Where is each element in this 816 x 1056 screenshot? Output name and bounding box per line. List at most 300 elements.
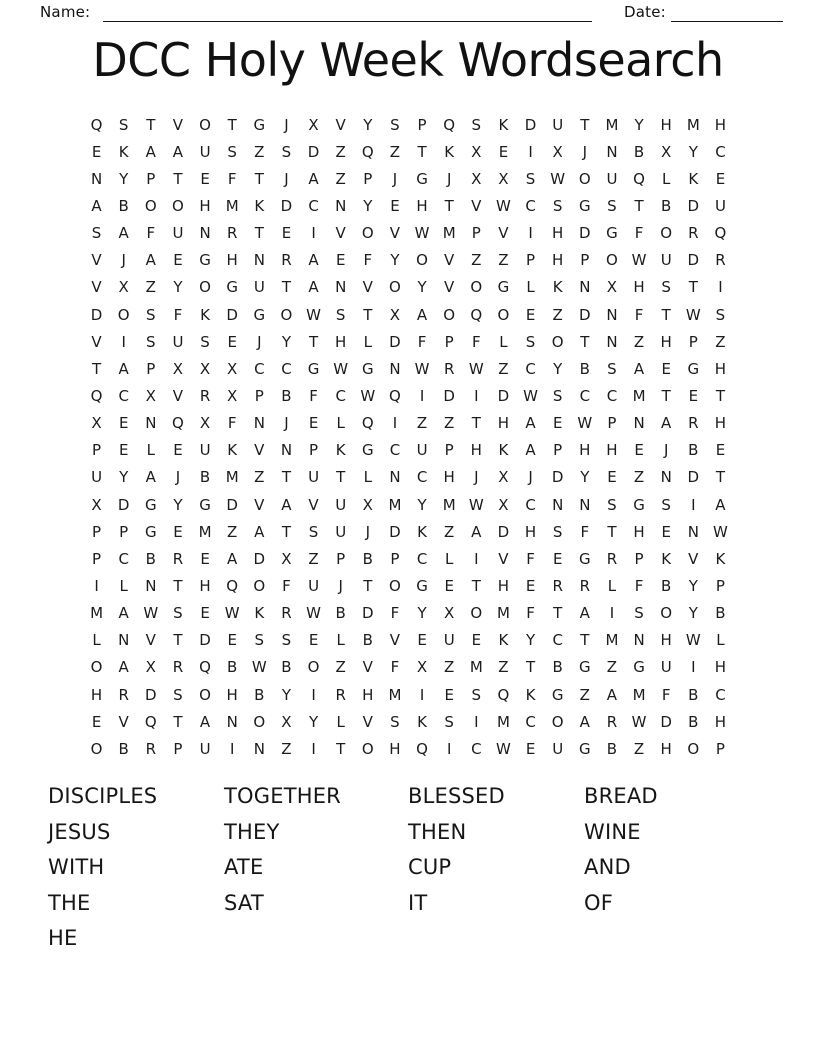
grid-letter: O <box>307 658 320 677</box>
grid-letter: E <box>715 169 726 188</box>
grid-letter: F <box>634 305 644 324</box>
grid-letter: B <box>281 658 292 677</box>
grid-letter: B <box>715 604 726 623</box>
grid-letter: X <box>281 712 292 731</box>
grid-letter: I <box>311 739 316 758</box>
word-item: WINE <box>584 819 641 844</box>
grid-letter: H <box>90 685 103 704</box>
grid-letter: A <box>308 169 319 188</box>
grid-letter: C <box>335 386 346 405</box>
grid-letter: V <box>118 712 129 731</box>
grid-letter: P <box>688 332 698 351</box>
grid-letter: H <box>579 441 591 460</box>
word-item: SAT <box>224 890 264 915</box>
grid-letter: P <box>336 549 346 568</box>
grid-letter: X <box>552 142 563 161</box>
grid-letter: R <box>715 251 726 270</box>
grid-letter: P <box>363 169 373 188</box>
grid-letter: A <box>308 251 319 270</box>
grid-letter: S <box>173 685 183 704</box>
grid-letter: N <box>118 631 130 650</box>
grid-letter: G <box>633 658 645 677</box>
grid-letter: L <box>662 169 671 188</box>
grid-letter: L <box>363 332 372 351</box>
grid-letter: A <box>145 142 156 161</box>
grid-letter: D <box>253 549 266 568</box>
grid-letter: G <box>145 495 157 514</box>
grid-letter: A <box>471 522 482 541</box>
grid-letter: K <box>417 522 427 541</box>
grid-letter: X <box>661 142 672 161</box>
grid-letter: E <box>552 549 563 568</box>
grid-letter: Y <box>525 631 536 650</box>
grid-letter: I <box>392 414 398 433</box>
grid-letter: E <box>634 441 644 460</box>
grid-letter: U <box>91 468 103 487</box>
grid-letter: A <box>416 305 428 324</box>
grid-letter: K <box>227 441 238 460</box>
grid-letter: R <box>443 359 455 378</box>
grid-letter: T <box>336 739 346 758</box>
grid-letter: J <box>528 468 533 487</box>
grid-letter: S <box>254 631 265 650</box>
grid-letter: O <box>470 604 483 623</box>
grid-letter: A <box>715 495 726 514</box>
grid-letter: E <box>281 224 292 243</box>
grid-letter: L <box>607 576 617 595</box>
grid-letter: W <box>631 712 647 731</box>
grid-letter: N <box>389 468 401 487</box>
grid-letter: M <box>442 495 456 514</box>
grid-letter: Z <box>498 251 509 270</box>
grid-letter: R <box>118 685 129 704</box>
grid-letter: H <box>633 278 645 297</box>
grid-letter: E <box>173 441 183 460</box>
grid-letter: A <box>281 495 292 514</box>
grid-letter: X <box>91 495 102 514</box>
grid-letter: S <box>661 495 671 514</box>
word-item: OF <box>584 890 614 915</box>
grid-letter: J <box>446 169 452 188</box>
grid-letter: R <box>606 712 618 731</box>
grid-letter: Z <box>308 549 319 568</box>
grid-letter: G <box>687 359 700 378</box>
grid-letter: D <box>226 495 238 514</box>
grid-letter: D <box>524 115 537 134</box>
grid-letter: A <box>525 441 536 460</box>
grid-letter: F <box>526 604 535 623</box>
grid-letter: V <box>91 332 102 351</box>
grid-letter: R <box>145 739 157 758</box>
grid-letter: A <box>145 468 156 487</box>
grid-letter: M <box>496 712 510 731</box>
grid-letter: K <box>254 604 265 623</box>
grid-letter: V <box>145 631 156 650</box>
grid-letter: W <box>333 359 349 378</box>
grid-letter: D <box>307 142 320 161</box>
grid-letter: E <box>118 414 129 433</box>
grid-letter: X <box>281 549 292 568</box>
grid-letter: F <box>146 224 156 243</box>
grid-letter: X <box>145 658 156 677</box>
grid-letter: Y <box>363 115 373 134</box>
grid-letter: T <box>308 332 319 351</box>
grid-letter: Q <box>199 658 211 677</box>
grid-letter: S <box>471 115 482 134</box>
grid-letter: K <box>688 169 699 188</box>
grid-letter: G <box>199 495 211 514</box>
grid-letter: L <box>499 332 508 351</box>
grid-letter: Q <box>497 685 510 704</box>
grid-letter: O <box>578 169 591 188</box>
grid-letter: U <box>714 196 726 215</box>
grid-letter: E <box>227 332 237 351</box>
grid-letter: Z <box>416 414 428 433</box>
grid-letter: T <box>661 305 671 324</box>
grid-letter: Z <box>145 278 156 297</box>
grid-letter: Y <box>417 278 427 297</box>
grid-letter: S <box>227 142 237 161</box>
grid-letter: B <box>118 196 129 215</box>
grid-letter: J <box>365 522 371 541</box>
grid-letter: T <box>363 305 373 324</box>
grid-letter: E <box>173 251 183 270</box>
word-item: THE <box>48 890 91 915</box>
word-list-column <box>584 779 768 921</box>
grid-letter: E <box>227 631 237 650</box>
grid-letter: A <box>172 142 184 161</box>
grid-letter: M <box>225 468 239 487</box>
grid-letter: K <box>254 196 265 215</box>
grid-letter: D <box>443 386 455 405</box>
grid-letter: U <box>172 332 184 351</box>
grid-letter: R <box>199 386 211 405</box>
date-label: Date: <box>624 3 666 21</box>
grid-letter: L <box>336 414 345 433</box>
grid-letter: P <box>715 739 725 758</box>
grid-letter: S <box>335 305 346 324</box>
word-list-column <box>48 779 224 957</box>
grid-letter: Y <box>390 251 400 270</box>
grid-letter: I <box>528 224 533 243</box>
grid-letter: B <box>688 712 699 731</box>
grid-letter: H <box>660 115 672 134</box>
grid-letter: P <box>146 359 156 378</box>
grid-letter: H <box>552 251 564 270</box>
grid-letter: G <box>145 522 157 541</box>
grid-letter: G <box>199 251 211 270</box>
grid-letter: V <box>172 386 184 405</box>
grid-letter: T <box>661 386 671 405</box>
word-list <box>48 779 768 957</box>
grid-letter: L <box>445 549 454 568</box>
grid-letter: Q <box>226 576 239 595</box>
grid-letter: X <box>199 359 211 378</box>
grid-letter: Q <box>361 142 374 161</box>
grid-letter: S <box>634 604 644 623</box>
grid-letter: E <box>118 441 129 460</box>
grid-letter: F <box>390 658 400 677</box>
grid-letter: B <box>362 631 373 650</box>
grid-letter: F <box>227 414 237 433</box>
grid-letter: T <box>363 576 373 595</box>
grid-letter: S <box>146 332 156 351</box>
grid-letter: X <box>227 359 238 378</box>
grid-letter: O <box>606 251 618 270</box>
grid-letter: X <box>199 414 211 433</box>
grid-letter: E <box>498 142 509 161</box>
grid-letter: U <box>335 495 347 514</box>
grid-letter: A <box>606 685 618 704</box>
grid-letter: S <box>607 359 617 378</box>
grid-letter: I <box>691 658 696 677</box>
grid-letter: Z <box>389 142 401 161</box>
grid-letter: N <box>389 359 401 378</box>
grid-letter: Y <box>688 604 698 623</box>
grid-letter: L <box>119 576 128 595</box>
grid-letter: I <box>419 386 425 405</box>
name-blank-line <box>103 1 592 22</box>
grid-letter: P <box>634 549 644 568</box>
grid-letter: E <box>91 142 102 161</box>
grid-letter: Z <box>254 468 265 487</box>
grid-letter: I <box>718 278 723 297</box>
grid-letter: J <box>392 169 398 188</box>
grid-letter: B <box>145 549 156 568</box>
grid-letter: N <box>687 522 699 541</box>
grid-letter: E <box>471 631 482 650</box>
grid-letter: G <box>253 115 266 134</box>
grid-letter: K <box>498 115 509 134</box>
grid-letter: H <box>714 414 727 433</box>
grid-letter: Y <box>119 169 129 188</box>
grid-letter: E <box>173 522 183 541</box>
grid-letter: N <box>145 576 157 595</box>
word-item: HE <box>48 926 78 951</box>
grid-letter: E <box>525 739 536 758</box>
grid-letter: M <box>225 196 239 215</box>
grid-letter: L <box>336 712 345 731</box>
grid-letter: X <box>498 169 509 188</box>
grid-letter: A <box>308 278 319 297</box>
grid-letter: P <box>92 441 102 460</box>
grid-letter: R <box>688 414 699 433</box>
grid-letter: E <box>525 305 536 324</box>
grid-letter: P <box>715 576 725 595</box>
grid-letter: F <box>309 386 318 405</box>
grid-letter: P <box>471 224 481 243</box>
grid-letter: O <box>280 305 293 324</box>
word-list-column <box>224 779 408 921</box>
grid-letter: Z <box>281 739 292 758</box>
grid-letter: M <box>388 685 402 704</box>
grid-letter: L <box>716 631 725 650</box>
grid-letter: N <box>660 468 672 487</box>
word-item: IT <box>408 890 428 915</box>
grid-letter: S <box>308 522 319 541</box>
grid-letter: J <box>338 576 343 595</box>
grid-letter: O <box>90 658 103 677</box>
grid-letter: N <box>606 142 618 161</box>
grid-letter: U <box>253 278 265 297</box>
grid-letter: E <box>335 251 346 270</box>
grid-letter: D <box>389 332 401 351</box>
grid-letter: O <box>199 278 211 297</box>
grid-letter: K <box>715 549 726 568</box>
grid-letter: N <box>633 631 645 650</box>
grid-letter: H <box>362 685 374 704</box>
grid-letter: O <box>497 305 510 324</box>
grid-letter: T <box>688 278 698 297</box>
grid-letter: T <box>715 468 726 487</box>
name-label: Name: <box>40 3 91 21</box>
grid-letter: H <box>660 739 672 758</box>
grid-letter: P <box>309 441 319 460</box>
grid-letter: V <box>172 115 184 134</box>
grid-letter: E <box>525 576 536 595</box>
grid-letter: L <box>336 631 345 650</box>
grid-letter: T <box>173 631 183 650</box>
grid-letter: C <box>525 196 536 215</box>
grid-letter: U <box>660 251 672 270</box>
grid-letter: S <box>661 278 671 297</box>
grid-letter: H <box>226 251 238 270</box>
grid-letter: U <box>308 576 320 595</box>
grid-letter: H <box>470 441 482 460</box>
grid-letter: G <box>226 278 238 297</box>
grid-letter: U <box>443 631 455 650</box>
grid-letter: M <box>605 631 619 650</box>
grid-letter: V <box>498 549 509 568</box>
grid-letter: F <box>661 685 671 704</box>
grid-letter: F <box>390 604 400 623</box>
grid-letter: Q <box>470 305 483 324</box>
grid-letter: D <box>497 522 510 541</box>
grid-letter: S <box>91 224 102 243</box>
grid-letter: H <box>660 631 672 650</box>
grid-letter: F <box>363 251 373 270</box>
grid-letter: O <box>687 739 700 758</box>
grid-letter: P <box>444 332 454 351</box>
word-item: BREAD <box>584 784 658 808</box>
grid-letter: N <box>606 305 618 324</box>
word-item: CUP <box>408 855 452 880</box>
grid-letter: E <box>308 414 319 433</box>
grid-letter: O <box>90 739 103 758</box>
grid-letter: V <box>444 251 455 270</box>
grid-letter: O <box>551 332 564 351</box>
grid-letter: Q <box>416 739 428 758</box>
grid-letter: X <box>416 658 428 677</box>
grid-letter: T <box>444 196 454 215</box>
grid-letter: O <box>660 604 673 623</box>
grid-letter: Z <box>335 142 346 161</box>
grid-letter: W <box>251 658 267 677</box>
grid-letter: B <box>661 576 672 595</box>
grid-letter: K <box>444 142 455 161</box>
grid-letter: V <box>444 278 455 297</box>
grid-letter: R <box>281 604 292 623</box>
grid-letter: W <box>550 169 566 188</box>
grid-letter: N <box>606 332 618 351</box>
grid-letter: H <box>660 332 672 351</box>
grid-letter: A <box>633 359 645 378</box>
grid-letter: E <box>661 359 671 378</box>
grid-letter: H <box>606 441 618 460</box>
grid-letter: X <box>308 115 319 134</box>
page-title: DCC Holy Week Wordsearch <box>92 33 724 87</box>
grid-letter: K <box>498 631 509 650</box>
grid-letter: H <box>335 332 347 351</box>
grid-letter: O <box>389 576 401 595</box>
grid-letter: G <box>416 576 428 595</box>
grid-letter: U <box>416 441 428 460</box>
grid-letter: C <box>389 441 401 460</box>
grid-letter: E <box>661 522 671 541</box>
word-item: BLESSED <box>408 784 505 808</box>
grid-letter: I <box>311 224 316 243</box>
grid-letter: J <box>582 142 588 161</box>
grid-letter: X <box>91 414 102 433</box>
grid-letter: J <box>474 468 479 487</box>
grid-letter: S <box>118 115 129 134</box>
grid-letter: H <box>524 522 537 541</box>
grid-letter: S <box>200 332 210 351</box>
grid-letter: G <box>579 739 591 758</box>
grid-letter: P <box>526 251 536 270</box>
grid-letter: Y <box>119 468 129 487</box>
grid-letter: A <box>145 251 156 270</box>
grid-letter: J <box>284 414 289 433</box>
grid-letter: T <box>471 414 481 433</box>
grid-letter: N <box>335 196 347 215</box>
grid-letter: E <box>417 631 427 650</box>
grid-letter: B <box>227 658 238 677</box>
grid-letter: A <box>579 712 590 731</box>
grid-letter: W <box>306 604 321 623</box>
grid-letter: C <box>254 359 265 378</box>
grid-letter: F <box>634 576 644 595</box>
grid-letter: U <box>552 115 564 134</box>
grid-letter: Y <box>173 278 183 297</box>
grid-letter: G <box>579 196 591 215</box>
grid-letter: W <box>523 386 538 405</box>
grid-letter: C <box>308 196 319 215</box>
grid-letter: V <box>335 224 346 243</box>
grid-letter: X <box>606 278 618 297</box>
grid-letter: P <box>580 251 590 270</box>
grid-letter: B <box>281 386 292 405</box>
grid-letter: N <box>633 414 645 433</box>
grid-letter: Z <box>498 658 509 677</box>
grid-letter: H <box>714 115 727 134</box>
grid-letter: Y <box>580 468 590 487</box>
grid-letter: H <box>443 468 455 487</box>
grid-letter: V <box>362 712 373 731</box>
grid-letter: O <box>416 251 428 270</box>
grid-letter: T <box>580 332 590 351</box>
grid-letter: O <box>144 196 157 215</box>
word-item: DISCIPLES <box>48 784 158 808</box>
grid-letter: Y <box>173 495 183 514</box>
grid-letter: Y <box>363 196 373 215</box>
grid-letter: S <box>552 196 563 215</box>
grid-letter: Q <box>443 115 456 134</box>
word-item: AND <box>584 855 631 880</box>
grid-letter: I <box>311 685 316 704</box>
grid-letter: Y <box>634 115 644 134</box>
grid-letter: R <box>579 576 591 595</box>
